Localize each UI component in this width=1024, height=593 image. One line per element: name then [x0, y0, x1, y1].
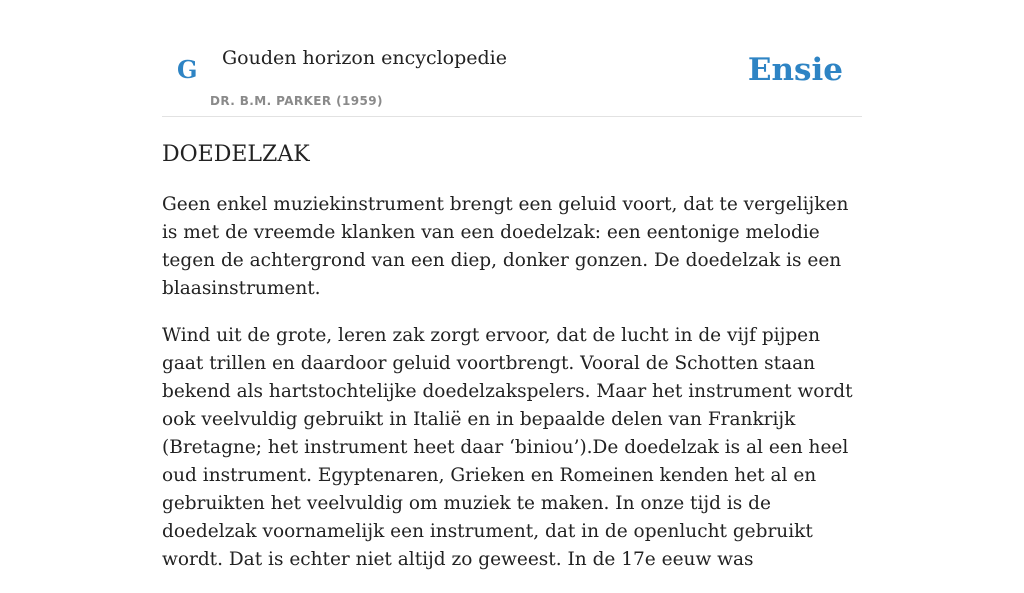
- book-author: DR. B.M. PARKER (1959): [210, 94, 383, 108]
- page-header: [162, 0, 862, 117]
- ensie-logo-link[interactable]: Ensie: [747, 52, 843, 88]
- article: [162, 140, 862, 593]
- article-body: [162, 191, 862, 574]
- article-paragraph: Wind uit de grote, leren zak zorgt ervoor, dat de lucht in de vijf pijpen gaat trillen en daardoor geluid voortbrengt. Vooral de Schotten staan bekend als hartstochtelijke doedelzakspelers. Maar het instrument wordt ook veelvuldig gebruikt in Italië en in bepaalde delen van Frankrijk (Bretagne; het instrument heet daar ‘biniou’).De doedelzak is al een heel oud instrument. Egyptenaren, Grieken en Romeinen kenden het al en gebruikten het veelvuldig om muziek te maken. In onze tijd is de doedelzak voornamelijk een instrument, dat in de openlucht gebruikt wordt. Dat is echter niet altijd zo geweest. In de 17e eeuw was: [162, 325, 853, 570]
- article-title: DOEDELZAK: [162, 142, 310, 167]
- book-title-link[interactable]: Gouden horizon encyclopedie: [222, 47, 507, 69]
- book-logo-icon[interactable]: G: [177, 55, 198, 84]
- article-paragraph: Geen enkel muziekinstrument brengt een geluid voort, dat te vergelijken is met de vreemde klanken van een doedelzak: een eentonige melodie tegen de achtergrond van een diep, donker gonzen. De doedelzak is een blaasinstrument.: [162, 194, 849, 299]
